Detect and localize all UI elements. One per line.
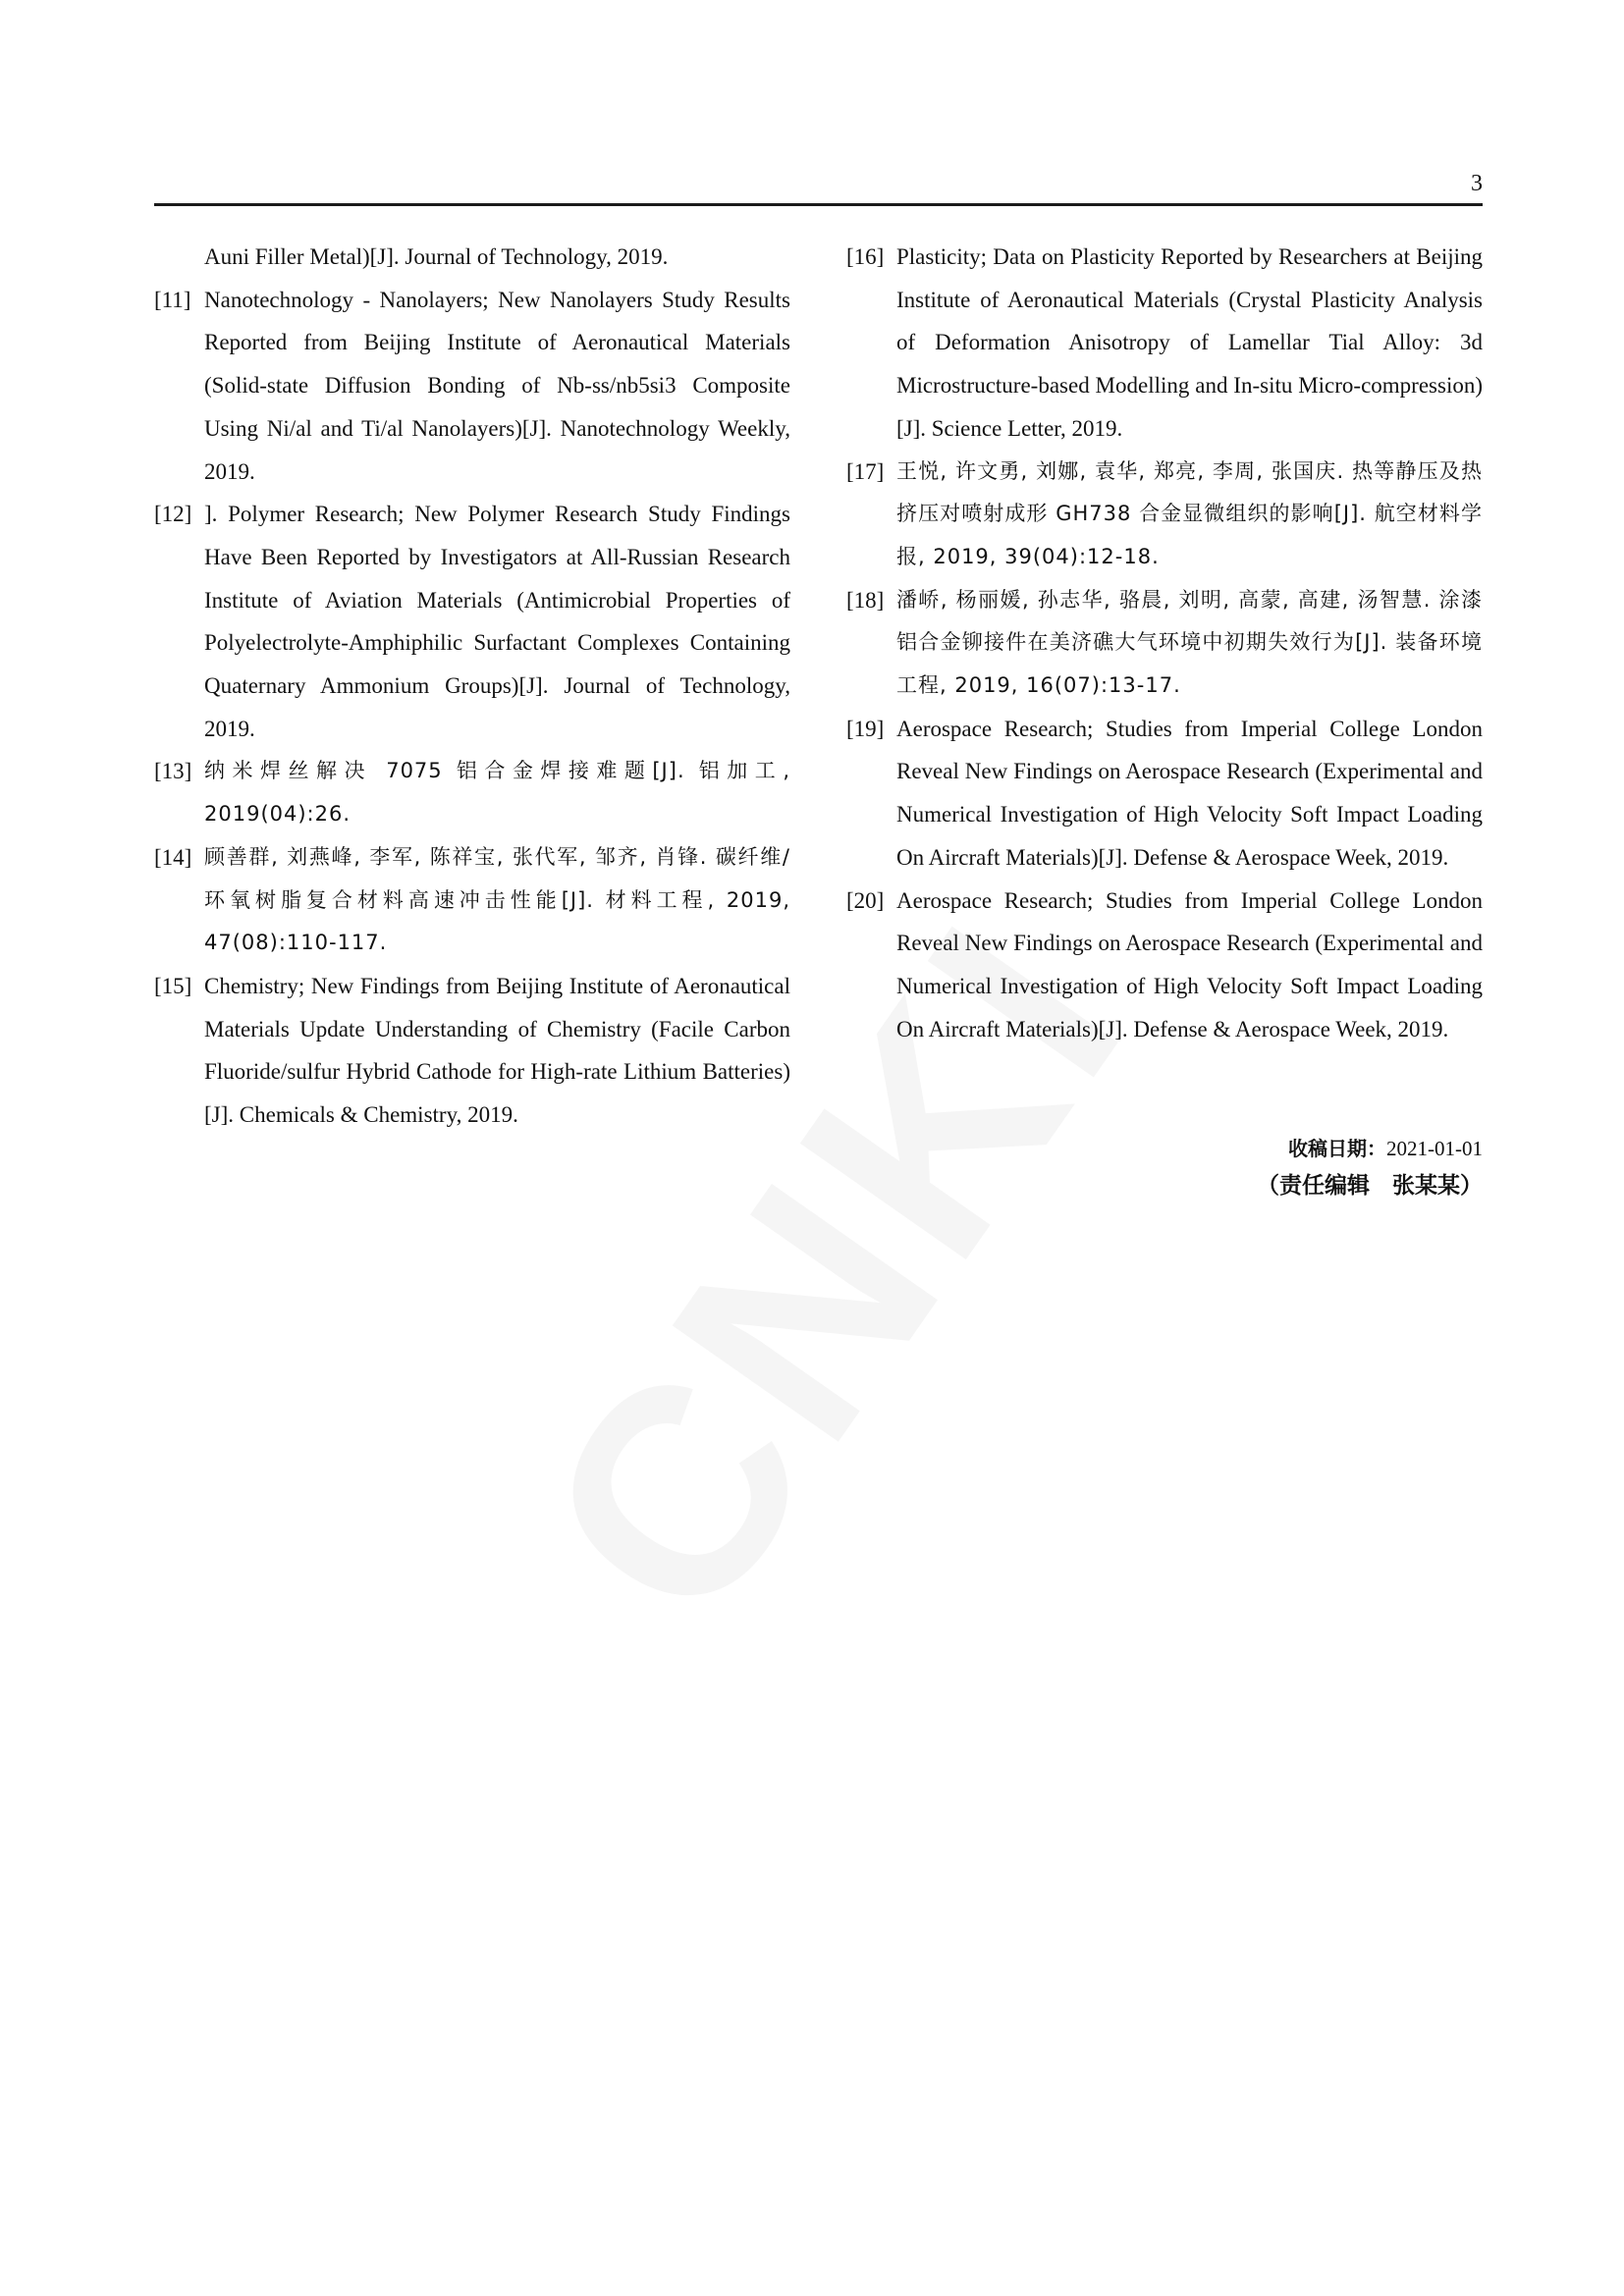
reference-text: 顾善群, 刘燕峰, 李军, 陈祥宝, 张代军, 邹齐, 肖锋. 碳纤维/环氧树脂复合材料高速冲击性能[J]. 材料工程, 2019, 47(08):110-117.	[204, 844, 790, 955]
reference-11	[154, 279, 790, 494]
left-column	[154, 236, 790, 1137]
reference-17	[846, 451, 1483, 579]
received-label: 收稿日期：	[1288, 1137, 1386, 1160]
reference-20	[846, 880, 1483, 1051]
responsible-editor: （责任编辑 张某某）	[1257, 1173, 1483, 1199]
received-date	[1080, 1134, 1483, 1163]
reference-text: Aerospace Research; Studies from Imperial College London Reveal New Findings on Aerospace Research (Experimental and Numerical Investigation of High Velocity Soft Impact Loading On Aircraft Materials)[J]. Defense & Aerospace Week, 2019.	[896, 716, 1483, 870]
reference-12	[154, 493, 790, 750]
reference-number: [18]	[846, 587, 885, 613]
reference-number: [17]	[846, 458, 885, 484]
reference-number: [20]	[846, 887, 885, 913]
reference-text: Chemistry; New Findings from Beijing Institute of Aeronautical Materials Update Understanding of Chemistry (Facile Carbon Fluoride/sulfur Hybrid Cathode for High-rate Lithium Batteries)[J]. Chemicals & Chemistry, 2019.	[204, 973, 790, 1128]
reference-number: [19]	[846, 716, 885, 741]
reference-number: [12]	[154, 502, 192, 527]
header-rule	[154, 203, 1483, 206]
reference-text: ]. Polymer Research; New Polymer Research Study Findings Have Been Reported by Investigators at All-Russian Research Institute of Aviation Materials (Antimicrobial Properties of Polyelectrolyte-Amphiphilic Surfactant Complexes Containing Quaternary Ammonium Groups)[J]. Journal of Technology, 2019.	[204, 502, 790, 741]
reference-14	[154, 836, 790, 965]
reference-continuation: Auni Filler Metal)[J]. Journal of Technology, 2019.	[204, 244, 669, 269]
reference-text: Plasticity; Data on Plasticity Reported by Researchers at Beijing Institute of Aeronautical Materials (Crystal Plasticity Analysis of Deformation Anisotropy of Lamellar Tial Alloy: 3d Microstructure-based Modelling and In-situ Micro-compression)[J]. Science Letter, 2019.	[896, 244, 1483, 441]
reference-number: [16]	[846, 244, 885, 269]
reference-13	[154, 750, 790, 835]
right-column	[846, 236, 1483, 1050]
reference-text: 纳米焊丝解决 7075 铝合金焊接难题[J]. 铝加工, 2019(04):26.	[204, 759, 790, 827]
received-date-value: 2021-01-01	[1386, 1137, 1483, 1160]
reference-number: [15]	[154, 973, 192, 998]
reference-16	[846, 236, 1483, 451]
page-number: 3	[1471, 171, 1483, 196]
reference-number: [13]	[154, 759, 192, 784]
reference-text: 潘峤, 杨丽媛, 孙志华, 骆晨, 刘明, 高蒙, 高建, 汤智慧. 涂漆铝合金铆接件在美济礁大气环境中初期失效行为[J]. 装备环境工程, 2019, 16(07):13-17.	[896, 587, 1483, 698]
reference-19	[846, 708, 1483, 880]
reference-text: Nanotechnology - Nanolayers; New Nanolayers Study Results Reported from Beijing Institute of Aeronautical Materials (Solid-state Diffusion Bonding of Nb-ss/nb5si3 Composite Using Ni/al and Ti/al Nanolayers)[J]. Nanotechnology Weekly, 2019.	[204, 287, 790, 484]
reference-number: [14]	[154, 844, 192, 870]
reference-number: [11]	[154, 287, 191, 312]
reference-18	[846, 579, 1483, 708]
reference-text: Aerospace Research; Studies from Imperial College London Reveal New Findings on Aerospace Research (Experimental and Numerical Investigation of High Velocity Soft Impact Loading On Aircraft Materials)[J]. Defense & Aerospace Week, 2019.	[896, 887, 1483, 1041]
reference-text: 王悦, 许文勇, 刘娜, 袁华, 郑亮, 李周, 张国庆. 热等静压及热挤压对喷射成形 GH738 合金显微组织的影响[J]. 航空材料学报, 2019, 39(04):12-18.	[896, 458, 1483, 568]
reference-15	[154, 965, 790, 1137]
